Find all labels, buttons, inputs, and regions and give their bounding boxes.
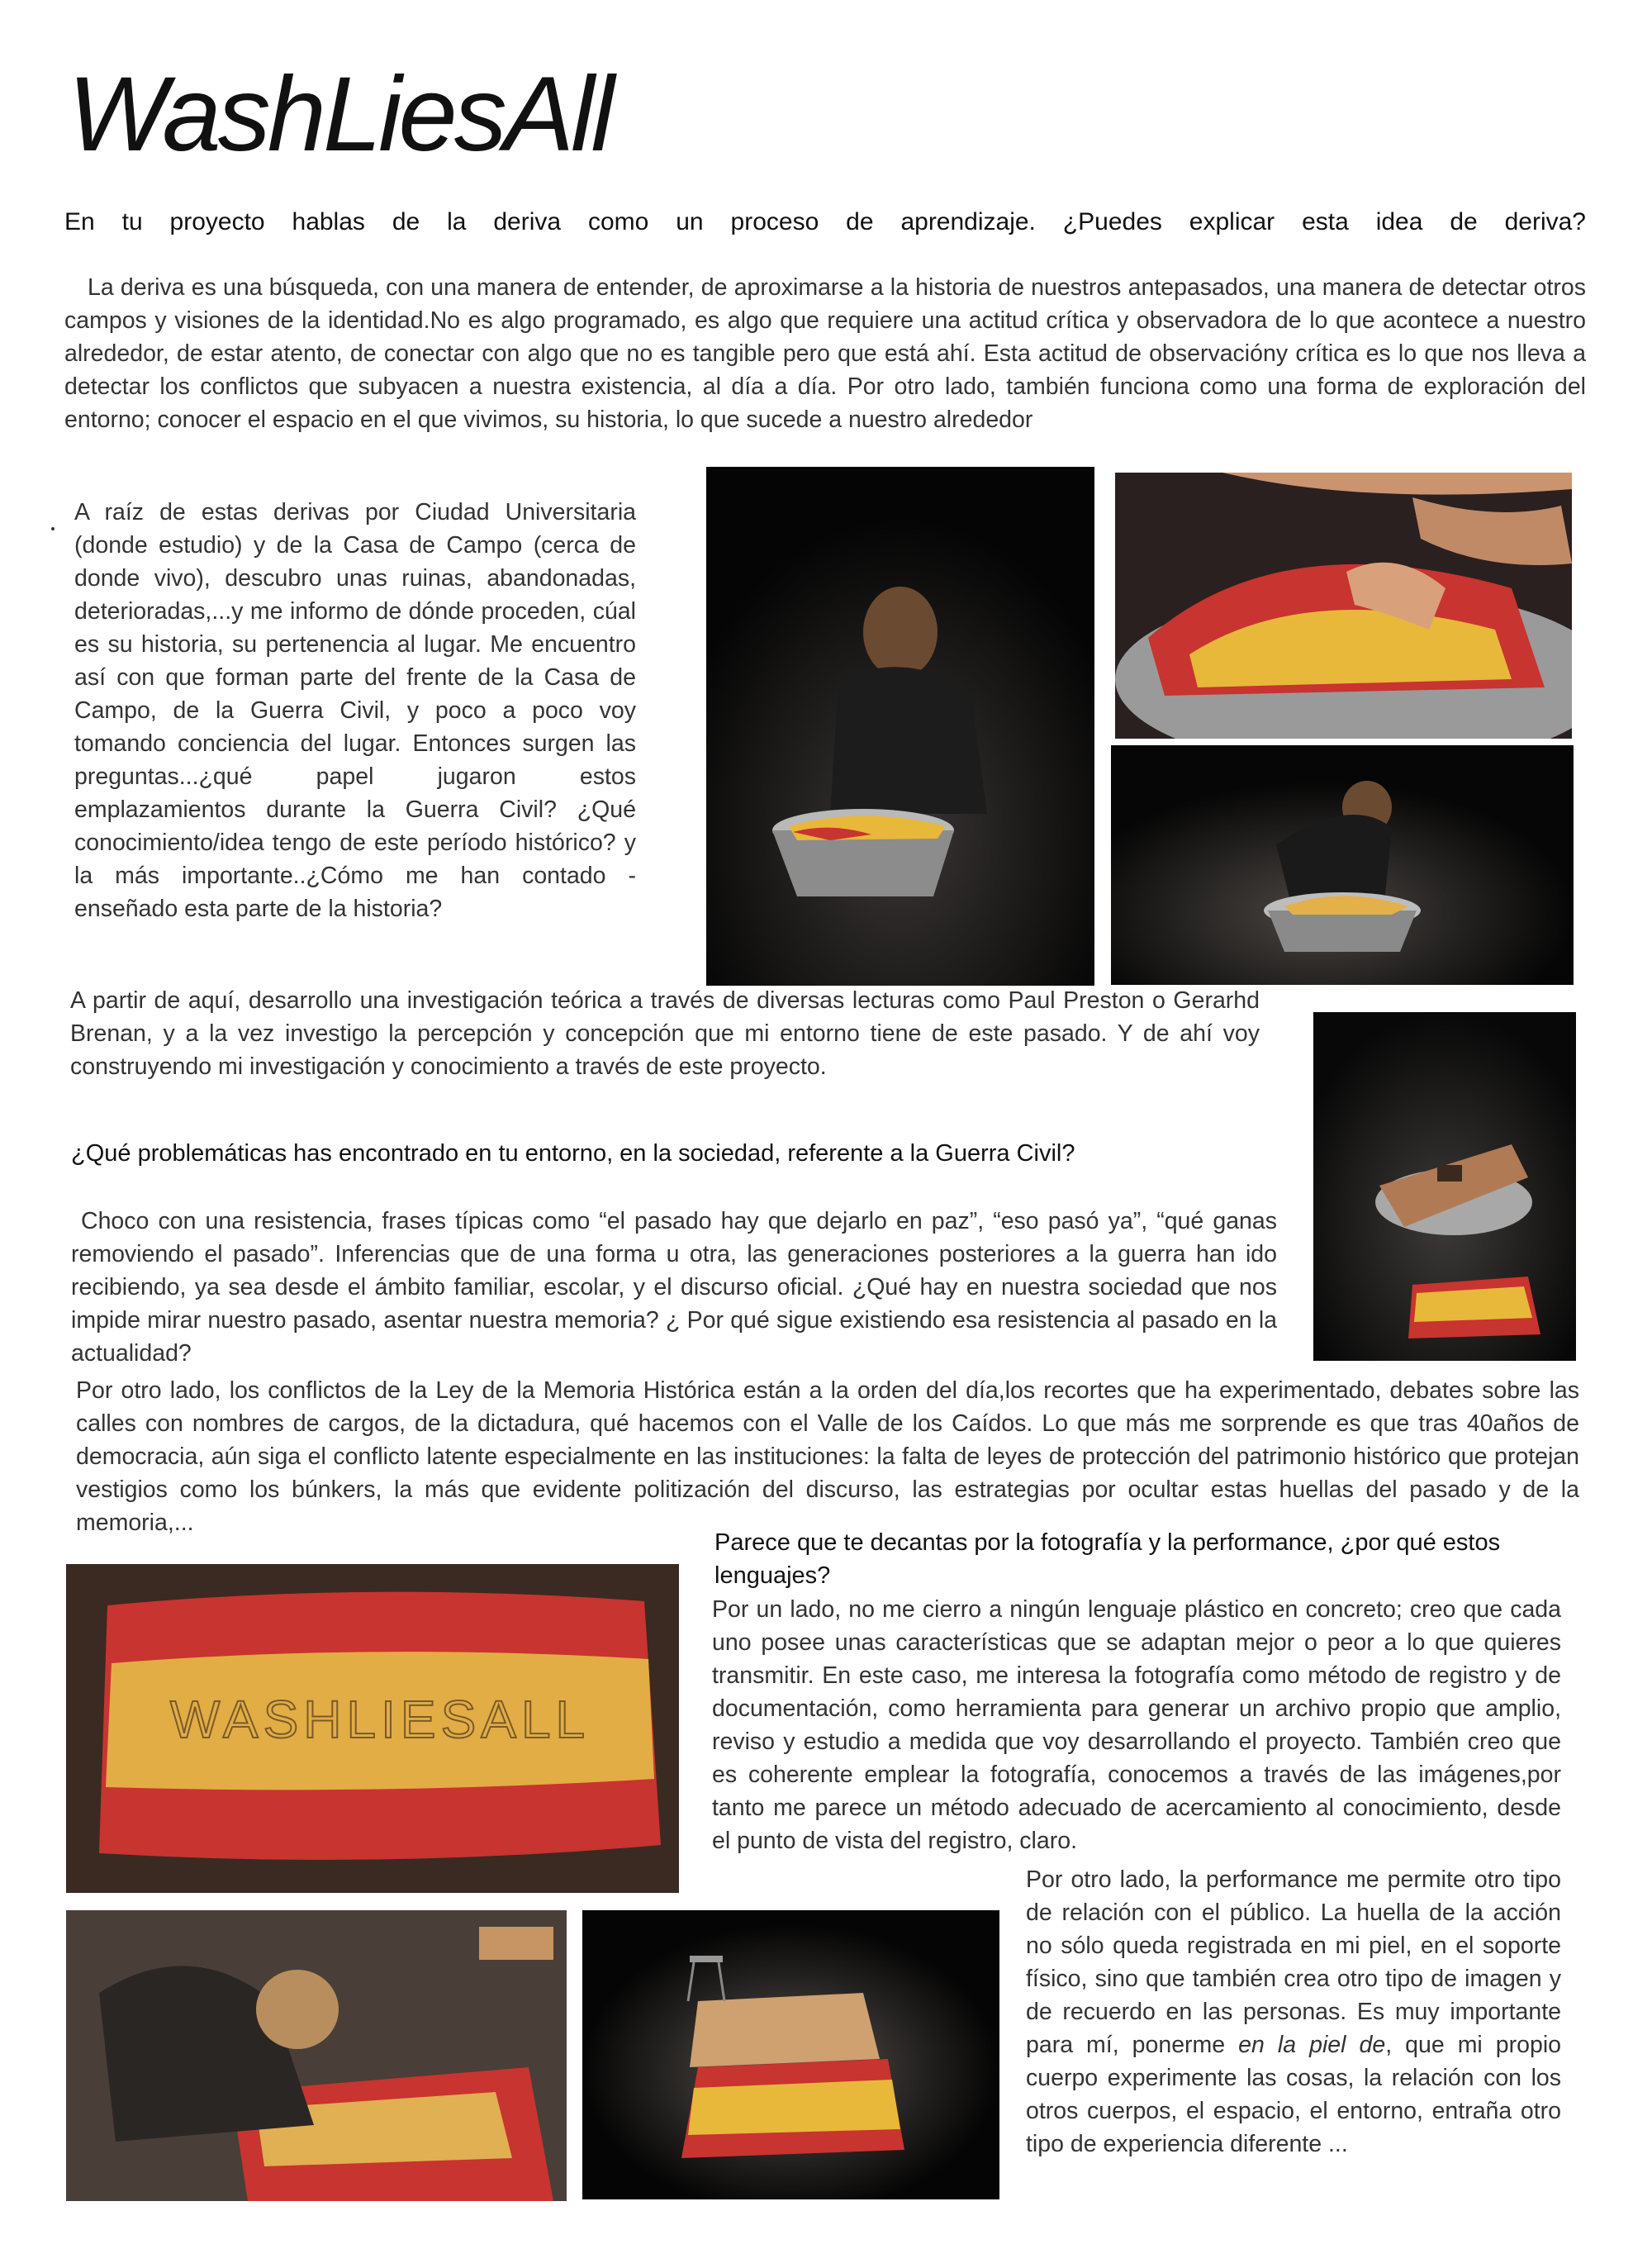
photo-writing-on-flag xyxy=(66,1910,567,2201)
question-lenguajes: Parece que te decantas por la fotografía y la performance, ¿por qué estos lenguajes? xyxy=(714,1529,1501,1589)
performance-emphasis: en la piel de xyxy=(1238,2032,1386,2058)
photo-bending-basin xyxy=(1111,745,1574,985)
performance-text-b: , que mi propio cuerpo experimente las cosas, la relación con los otros cuerpos, el espacio, el entorno, entraña otro tipo de experiencia diferente ... xyxy=(1026,2032,1562,2157)
paragraph-memoria-historica: Por otro lado, los conflictos de la Ley de la Memoria Histórica están a la orden del día,los recortes que ha experimentado, debates sobre las calles con nombres de cargos, de la dictadura, qué hacemos con el Valle de los Caídos. Lo que más me sorprende es que tras 40años de democracia, aún siga el conflicto latente especialmente en las instituciones: la falta de leyes de protección del patrimonio histórico que protejan vestigios como los búnkers, la más que evidente politización del discurso, las estrategias por ocultar estas huellas del pasado y de la memoria,... xyxy=(76,1377,1579,1536)
answer-fotografia: Por un lado, no me cierro a ningún lenguaje plástico en concreto; creo que cada uno posee unas características que se adaptan mejor o peor a lo que quieres transmitir. En este caso, me interesa la fotografía como método de registro y de documentación, como herramienta para generar un archivo propio que amplio, reviso y estudio a medida que voy desarrollando el proyecto. También creo que es coherente emplear la fotografía, conocemos a través de las imágenes,por tanto me parece un método adecuado de acercamiento al conocimiento, desde el punto de vista del registro, claro. xyxy=(712,1596,1561,1854)
flag-written-text: WASHLIESALL xyxy=(169,1690,591,1749)
answer-problematicas: Choco con una resistencia, frases típicas como “el pasado hay que dejarlo en paz”, “eso pasó ya”, “qué ganas removiendo el pasado”. Inferencias que de una forma u otra, las generaciones posteriores a la guerra han ido recibiendo, ya sea desde el ámbito familiar, escolar, y el discurso oficial. ¿Qué hay en nuestra sociedad que nos impide mirar nuestro pasado, asentar nuestra memoria? ¿ Por qué sigue existiendo esa resistencia al pasado en la actualidad? xyxy=(71,1208,1277,1367)
stray-dot xyxy=(51,527,55,530)
question-deriva: En tu proyecto hablas de la deriva como un proceso de aprendizaje. ¿Puedes explicar esta idea de deriva? xyxy=(64,208,1586,235)
performance-text-a: Por otro lado, la performance me permite otro tipo de relación con el público. La huella de la acción no sólo queda registrada en mi piel, en el soporte físico, sino que también crea otro tipo de imagen y de recuerdo en las personas. Es muy importante para mí, ponerme xyxy=(1026,1866,1561,2058)
answer-deriva: La deriva es una búsqueda, con una manera de entender, de aproximarse a la historia de nuestros antepasados, una manera de detectar otros campos y visiones de la identidad.No es algo programado, es algo que requiere una actitud crítica y observadora de lo que acontece a nuestro alrededor, de estar atento, de conectar con algo que no es tangible pero que está ahí. Esta actitud de observacióny crítica es lo que nos lleva a detectar los conflictos que subyacen a nuestra existencia, al día a día. Por otro lado, también funciona como una forma de exploración del entorno; conocer el espacio en el que vivimos, su historia, lo que sucede a nuestro alrededor xyxy=(64,274,1586,433)
photo-flag-spotlight xyxy=(582,1910,999,2199)
page-title: WashLiesAll xyxy=(68,55,611,174)
photo-washboard-flag xyxy=(1313,1012,1576,1361)
paragraph-investigacion: A partir de aquí, desarrollo una investigación teórica a través de diversas lecturas como Paul Preston o Gerarhd Brenan, y a la vez investigo la percepción y concepción que mi entorno tiene de este pasado. Y de ahí voy construyendo mi investigación y conocimiento a través de este proyecto. xyxy=(70,987,1260,1080)
photo-flag-washliesall xyxy=(66,1564,679,1893)
answer-performance xyxy=(1026,1863,1561,2161)
paragraph-ruinas: A raíz de estas derivas por Ciudad Universitaria (donde estudio) y de la Casa de Campo (cerca de donde vivo), descubro unas ruinas, abandonadas, deterioradas,...y me informo de dónde proceden, cúal es su historia, su pertenencia al lugar. Me encuentro así con que forman parte del frente de la Casa de Campo, de la Guerra Civil, y poco a poco voy tomando conciencia del lugar. Entonces surgen las preguntas...¿qué papel jugaron estos emplazamientos durante la Guerra Civil? ¿Qué conocimiento/idea tengo de este período histórico? y la más importante..¿Cómo me han contado - enseñado esta parte de la historia? xyxy=(74,499,636,922)
photo-washing-kneeling xyxy=(706,467,1094,986)
question-problematicas: ¿Qué problemáticas has encontrado en tu entorno, en la sociedad, referente a la Guerra Civil? xyxy=(71,1140,1075,1167)
photo-hands-washing-flag xyxy=(1115,473,1572,739)
